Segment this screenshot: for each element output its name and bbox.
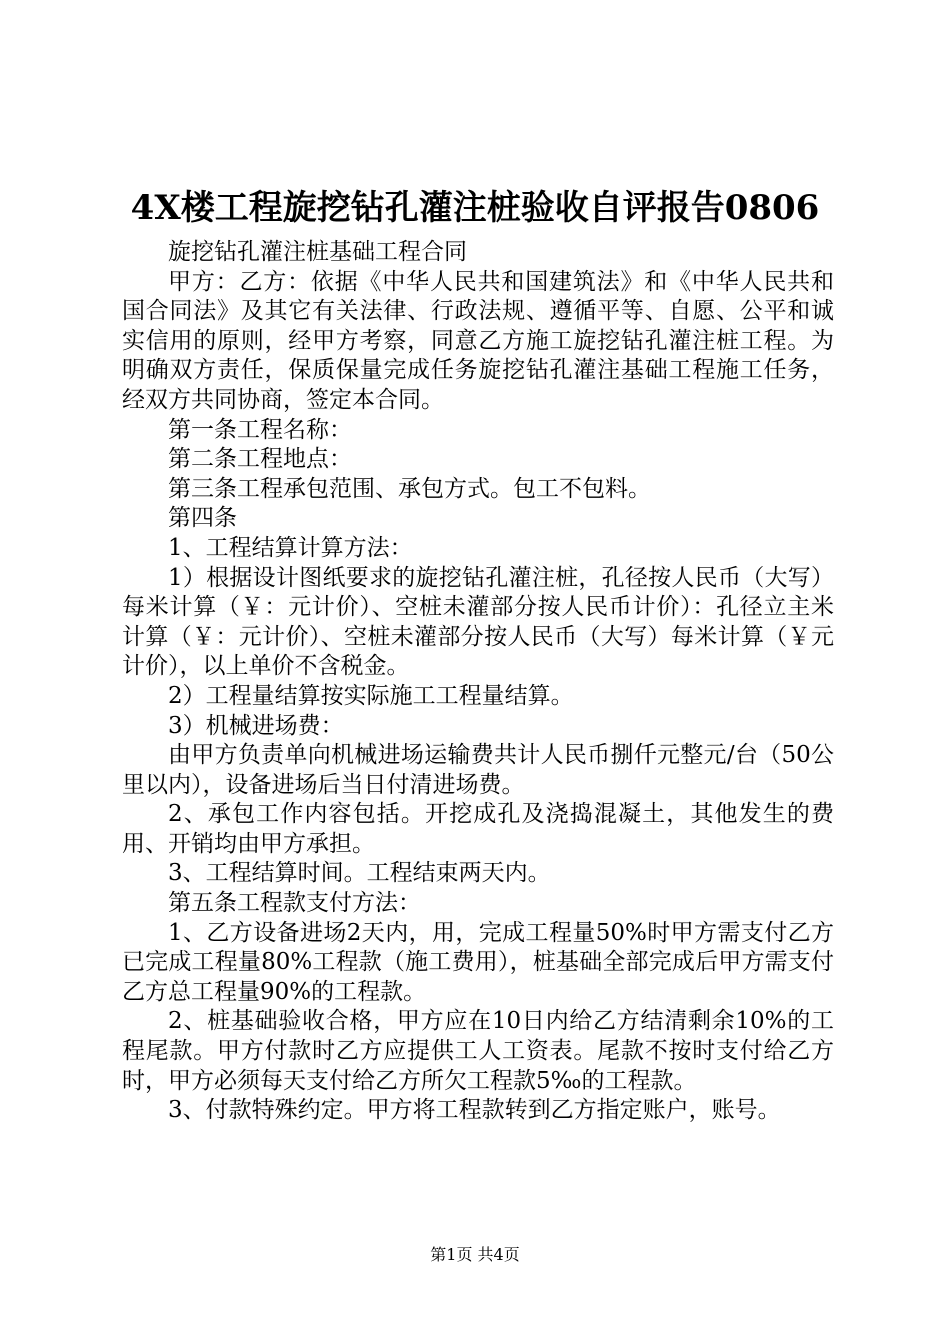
paragraph: 2、承包工作内容包括。开挖成孔及浇捣混凝土，其他发生的费用、开销均由甲方承担。 — [122, 801, 834, 857]
document-title: 4X楼工程旋挖钻孔灌注桩验收自评报告0806 — [130, 188, 820, 228]
paragraph: 3）机械进场费： — [168, 712, 344, 739]
paragraph: 2）工程量结算按实际施工工程量结算。 — [168, 682, 574, 709]
paragraph: 甲方：乙方：依据《中华人民共和国建筑法》和《中华人民共和国合同法》及其它有关法律、行政法规、遵循平等、自愿、公平和诚实信用的原则，经甲方考察，同意乙方施工旋挖钻孔灌注桩工程。为明确双方责任，保质保量完成任务旋挖钻孔灌注基础工程施工任务，经双方共同协商，签定本合同。 — [122, 268, 834, 413]
paragraph: 3、工程结算时间。工程结束两天内。 — [168, 860, 551, 887]
paragraph: 1）根据设计图纸要求的旋挖钻孔灌注桩，孔径按人民币（大写）每米计算（￥：元计价）、空桩未灌部分按人民币计价）：孔径立主米计算（￥：元计价）、空桩未灌部分按人民币（大写）每米计算（￥元计价），以上单价不含税金。 — [122, 564, 834, 680]
paragraph: 1、乙方设备进场2天内，用，完成工程量50%时甲方需支付乙方已完成工程量80%工程款（施工费用），桩基础全部完成后甲方需支付乙方总工程量90%的工程款。 — [122, 919, 834, 1005]
paragraph: 第五条工程款支付方法： — [168, 890, 421, 917]
paragraph: 第三条工程承包范围、承包方式。包工不包料。 — [168, 475, 651, 502]
paragraph: 第四条 — [168, 505, 237, 532]
paragraph: 2、桩基础验收合格，甲方应在10日内给乙方结清剩余10%的工程尾款。甲方付款时乙方应提供工人工资表。尾款不按时支付给乙方时，甲方必须每天支付给乙方所欠工程款5‰的工程款。 — [122, 1008, 834, 1094]
paragraph: 第一条工程名称： — [168, 416, 352, 443]
document-body — [122, 238, 834, 1126]
page-footer: 第1页 共4页 — [430, 1245, 520, 1264]
paragraph: 由甲方负责单向机械进场运输费共计人民币捌仟元整元/台（50公里以内），设备进场后当日付清进场费。 — [122, 742, 834, 798]
paragraph: 1、工程结算计算方法： — [168, 534, 413, 561]
paragraph: 第二条工程地点： — [168, 446, 352, 473]
paragraph: 3、付款特殊约定。甲方将工程款转到乙方指定账户，账号。 — [168, 1097, 781, 1124]
paragraph: 旋挖钻孔灌注桩基础工程合同 — [168, 239, 467, 265]
